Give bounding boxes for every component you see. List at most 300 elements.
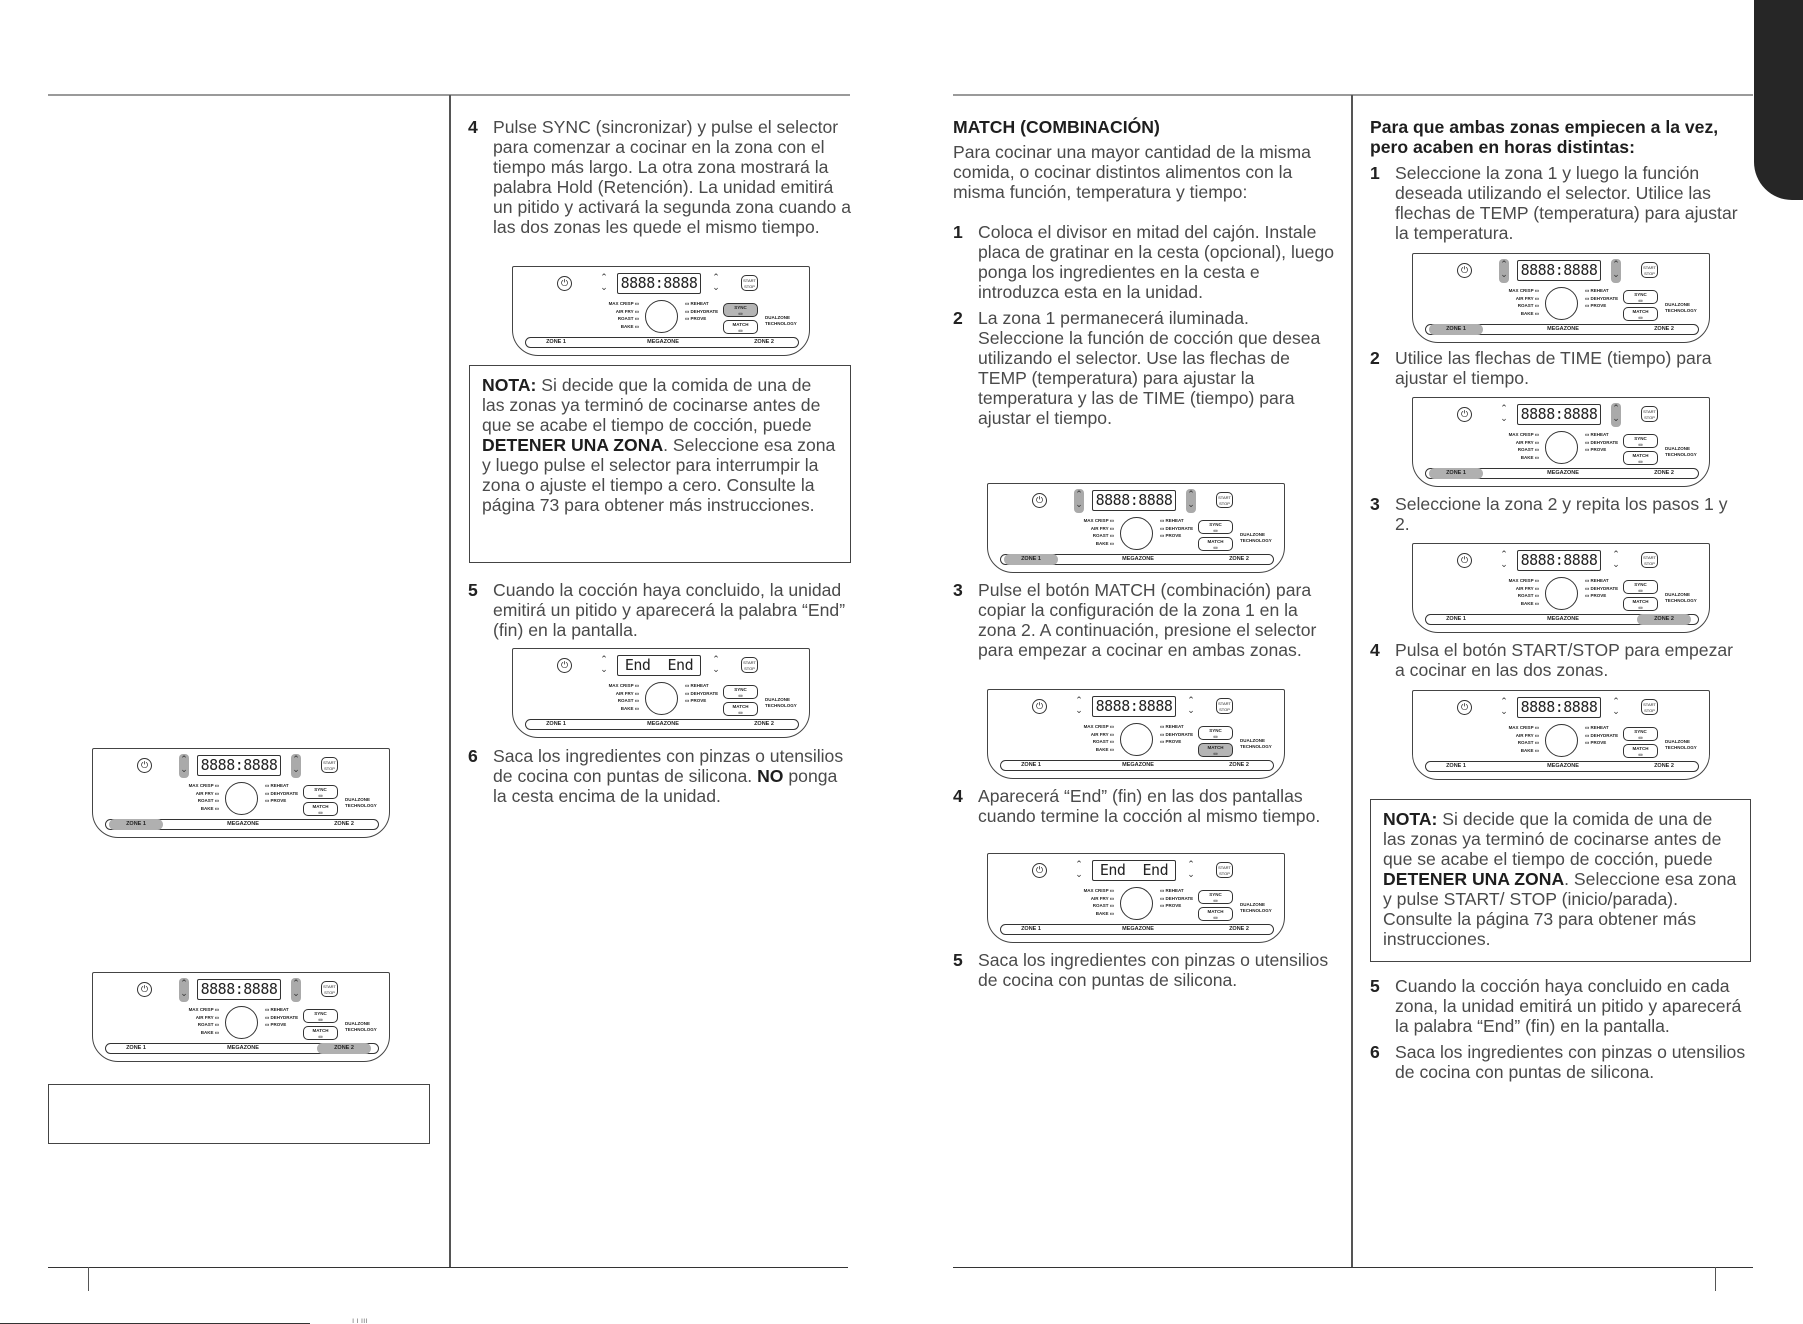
function-label: ROAST ▭ (197, 1022, 219, 1027)
time-arrows-icon: ⌃ ⌄ (712, 272, 720, 292)
step-text: Saca los ingredientes con pinzas o utensilios de cocina con puntas de silicona. (1395, 1042, 1746, 1082)
function-label: ▭ PROVE (1160, 739, 1182, 744)
panel-display: 8888:8888 (1517, 260, 1601, 281)
column-4-c (1370, 494, 1746, 540)
function-label: BAKE ▭ (200, 805, 219, 811)
function-label: AIR FRY ▭ (1515, 295, 1539, 301)
control-panel-col4-c (1412, 543, 1710, 633)
function-list-left (595, 300, 639, 330)
note-text-2: . Seleccione esa zona y luego pulse el selector para interrumpir la zona o ajuste el tiempo a cero. Consulte la página 73 para obtener más instrucciones. (482, 435, 836, 515)
function-label: ROAST ▭ (1092, 533, 1114, 538)
panel-display: End End (617, 655, 701, 676)
match-button: MATCH ▭ (723, 702, 758, 716)
step-text: Cuando la cocción haya concluido, la unidad emitirá un pitido y aparecerá la palabra “End” (fin) en la pantalla. (493, 580, 846, 640)
bottom-tick-left (88, 1267, 89, 1291)
column-3-c (953, 786, 1336, 832)
step-number: 4 (468, 117, 478, 137)
megazone-label: MEGAZONE (1547, 326, 1579, 332)
control-panel-col3-a (987, 483, 1285, 573)
function-label: ROAST ▭ (1517, 303, 1539, 308)
function-label: ▭ REHEAT (1585, 725, 1609, 730)
match-button: MATCH ▭ (1623, 597, 1658, 611)
column-3 (953, 117, 1336, 434)
column-divider-left (449, 95, 451, 1268)
panel-display: 8888:8888 (1517, 404, 1601, 425)
col2-step-5 (468, 580, 854, 640)
selector-dial (1545, 724, 1578, 757)
step-text: Pulse el botón MATCH (combinación) para copiar la configuración de la zona 1 en la zona 2. A continuación, presione el selector para empezar a cocinar en ambas zonas. (978, 580, 1317, 660)
megazone-label: MEGAZONE (1547, 470, 1579, 476)
function-label: ▭ DEHYDRATE (265, 1014, 299, 1020)
section-tab (1754, 0, 1803, 200)
function-list-left (1495, 431, 1539, 461)
step6-text-2: ponga la cesta encima de la unidad. (493, 766, 838, 806)
zone-1-label: ZONE 1 (1429, 324, 1483, 335)
function-label: ROAST ▭ (617, 316, 639, 321)
function-label: ▭ REHEAT (1160, 724, 1184, 729)
zone-1-label: ZONE 1 (126, 1045, 146, 1051)
zone-2-label: ZONE 2 (754, 339, 774, 345)
function-label: AIR FRY ▭ (615, 690, 639, 696)
function-label: ▭ PROVE (685, 316, 707, 321)
function-label: MAX CRISP ▭ (1083, 888, 1114, 893)
function-label: ▭ REHEAT (1585, 288, 1609, 293)
temp-arrows-icon: ⌃ ⌄ (179, 754, 189, 778)
function-label: ▭ PROVE (1160, 533, 1182, 538)
function-list-left (1070, 887, 1114, 917)
function-label: ▭ PROVE (1585, 303, 1607, 308)
bottom-rule-left (48, 1267, 848, 1268)
function-label: ROAST ▭ (1517, 447, 1539, 452)
temp-arrows-icon: ⌃ ⌄ (1499, 259, 1509, 283)
step-number: 5 (1370, 976, 1380, 996)
step-number: 6 (1370, 1042, 1380, 1062)
zone-1-label: ZONE 1 (1446, 763, 1466, 769)
function-label: BAKE ▭ (1095, 746, 1114, 752)
step-text: Seleccione la zona 1 y luego la función deseada utilizando el selector. Utilice las flechas de TEMP (temperatura) para ajustar la temperatura. (1395, 163, 1738, 243)
power-icon: ⏻ (557, 658, 572, 673)
control-panel-zone2 (92, 972, 390, 1062)
function-label: ▭ DEHYDRATE (1160, 895, 1194, 901)
step-text: Seleccione la zona 2 y repita los pasos 1 y 2. (1395, 494, 1728, 534)
zone-2-label: ZONE 2 (1229, 762, 1249, 768)
function-label: AIR FRY ▭ (1090, 895, 1114, 901)
bottom-tick-right (1715, 1267, 1716, 1291)
step-number: 6 (468, 746, 478, 766)
temp-arrows-icon: ⌃ ⌄ (179, 978, 189, 1002)
temp-arrows-icon: ⌃ ⌄ (1074, 489, 1084, 513)
function-label: AIR FRY ▭ (1515, 439, 1539, 445)
function-label: ▭ DEHYDRATE (1585, 585, 1619, 591)
selector-dial (1545, 577, 1578, 610)
match-button: MATCH ▭ (1623, 451, 1658, 465)
step-text: Aparecerá “End” (fin) en las dos pantallas cuando termine la cocción al mismo tiempo. (978, 786, 1321, 826)
step-text: Coloca el divisor en mitad del cajón. Instale placa de gratinar en la cesta (opcional), luego ponga los ingredientes en la cesta e introduzca esta en la unidad. (978, 222, 1335, 302)
function-label: ▭ REHEAT (1160, 888, 1184, 893)
zone-1-label: ZONE 1 (109, 819, 163, 830)
zone-2-label: ZONE 2 (1654, 470, 1674, 476)
dualzone-logo: DUALZONE TECHNOLOGY (765, 315, 797, 326)
temp-arrows-icon: ⌃ ⌄ (1500, 403, 1508, 423)
zone-1-label: ZONE 1 (1446, 616, 1466, 622)
sync-button: SYNC ▭ (1198, 890, 1233, 904)
megazone-label: MEGAZONE (227, 1045, 259, 1051)
col4-step-4 (1370, 640, 1746, 680)
function-label: ▭ REHEAT (1585, 578, 1609, 583)
power-icon: ⏻ (557, 276, 572, 291)
function-label: ▭ DEHYDRATE (1585, 439, 1619, 445)
power-icon: ⏻ (1032, 493, 1047, 508)
dualzone-logo: DUALZONE TECHNOLOGY (1240, 738, 1272, 749)
start-stop-icon: START STOP (1216, 492, 1233, 508)
function-label: ▭ PROVE (1160, 903, 1182, 908)
match-button: MATCH ▭ (1198, 743, 1233, 757)
function-label: ▭ REHEAT (685, 301, 709, 306)
function-label: MAX CRISP ▭ (608, 301, 639, 306)
megazone-label: MEGAZONE (647, 721, 679, 727)
panel-display: 8888:8888 (197, 755, 281, 776)
control-panel-end (512, 648, 810, 738)
step-number: 3 (953, 580, 963, 600)
column-2-step6 (468, 746, 854, 812)
zone-1-label: ZONE 1 (1429, 468, 1483, 479)
col4-note-box (1370, 799, 1751, 962)
megazone-label: MEGAZONE (227, 821, 259, 827)
note-label: NOTA: (482, 375, 537, 395)
function-list-left (1495, 287, 1539, 317)
function-list-left (1070, 723, 1114, 753)
step-number: 4 (1370, 640, 1380, 660)
time-arrows-icon: ⌃ ⌄ (1611, 259, 1621, 283)
column-2 (468, 117, 854, 243)
function-label: AIR FRY ▭ (1090, 731, 1114, 737)
sync-button: SYNC ▭ (1623, 434, 1658, 448)
function-label: ▭ DEHYDRATE (685, 308, 719, 314)
step-number: 5 (953, 950, 963, 970)
col4-step-3 (1370, 494, 1746, 534)
step-text (493, 746, 854, 806)
function-label: ROAST ▭ (197, 798, 219, 803)
match-button: MATCH ▭ (1198, 537, 1233, 551)
step6-text-1: Saca los ingredientes con pinzas o utensilios de cocina con puntas de silicona. (493, 746, 844, 786)
function-label: ▭ DEHYDRATE (1585, 732, 1619, 738)
zone-2-label: ZONE 2 (1637, 614, 1691, 625)
control-panel-zone1 (92, 748, 390, 838)
temp-arrows-icon: ⌃ ⌄ (1075, 859, 1083, 879)
power-icon: ⏻ (1457, 263, 1472, 278)
col3-step-4 (953, 786, 1336, 826)
function-label: BAKE ▭ (620, 323, 639, 329)
dualzone-logo: DUALZONE TECHNOLOGY (1665, 592, 1697, 603)
dualzone-logo: DUALZONE TECHNOLOGY (1240, 902, 1272, 913)
column-divider-right (1351, 95, 1353, 1268)
function-label: MAX CRISP ▭ (608, 683, 639, 688)
panel-display: 8888:8888 (1517, 550, 1601, 571)
power-icon: ⏻ (1457, 700, 1472, 715)
function-label: MAX CRISP ▭ (1508, 725, 1539, 730)
time-arrows-icon: ⌃ ⌄ (291, 978, 301, 1002)
function-list-left (175, 782, 219, 812)
temp-arrows-icon: ⌃ ⌄ (1500, 549, 1508, 569)
selector-dial (1120, 887, 1153, 920)
function-label: AIR FRY ▭ (1515, 732, 1539, 738)
step-number: 1 (953, 222, 963, 242)
function-label: MAX CRISP ▭ (1508, 578, 1539, 583)
panel-display: 8888:8888 (1092, 696, 1176, 717)
start-stop-icon: START STOP (741, 275, 758, 291)
function-label: MAX CRISP ▭ (188, 783, 219, 788)
footer-mark: ı ı ııı (352, 1316, 368, 1324)
step-text: Pulse SYNC (sincronizar) y pulse el selector para comenzar a cocinar en la zona con el tiempo más largo. La otra zona mostrará la palabra Hold (Retención). La unidad emitirá un pitido y activará la segunda zona cuando a las dos zonas les quede el mismo tiempo. (493, 117, 851, 237)
selector-dial (645, 682, 678, 715)
sync-button: SYNC ▭ (1623, 580, 1658, 594)
panel-display: 8888:8888 (197, 979, 281, 1000)
note-text-1: Si decide que la comida de una de las zonas ya terminó de cocinarse antes de que se acabe el tiempo de cocción, puede (1383, 809, 1722, 869)
time-arrows-icon: ⌃ ⌄ (1611, 403, 1621, 427)
control-panel-col3-c (987, 853, 1285, 943)
function-label: BAKE ▭ (1520, 747, 1539, 753)
panel-display: 8888:8888 (1517, 697, 1601, 718)
panel-display: 8888:8888 (1092, 490, 1176, 511)
sync-button: SYNC ▭ (303, 1009, 338, 1023)
function-label: MAX CRISP ▭ (1083, 724, 1114, 729)
sync-button: SYNC ▭ (723, 685, 758, 699)
start-stop-icon: START STOP (1641, 262, 1658, 278)
power-icon: ⏻ (1032, 699, 1047, 714)
time-arrows-icon: ⌃ ⌄ (712, 654, 720, 674)
start-stop-icon: START STOP (321, 981, 338, 997)
time-arrows-icon: ⌃ ⌄ (1187, 859, 1195, 879)
function-label: AIR FRY ▭ (195, 1014, 219, 1020)
function-label: ROAST ▭ (617, 698, 639, 703)
column-4-e (1370, 976, 1746, 1088)
temp-arrows-icon: ⌃ ⌄ (1500, 696, 1508, 716)
function-label: AIR FRY ▭ (195, 790, 219, 796)
sync-button: SYNC ▭ (1198, 520, 1233, 534)
temp-arrows-icon: ⌃ ⌄ (600, 272, 608, 292)
temp-arrows-icon: ⌃ ⌄ (600, 654, 608, 674)
function-label: ▭ PROVE (1585, 593, 1607, 598)
zone-2-label: ZONE 2 (754, 721, 774, 727)
function-label: ▭ REHEAT (1160, 518, 1184, 523)
column-4-b (1370, 348, 1746, 394)
dualzone-logo: DUALZONE TECHNOLOGY (1665, 446, 1697, 457)
zone-1-label: ZONE 1 (546, 721, 566, 727)
staggered-title: Para que ambas zonas empiecen a la vez, pero acaben en horas distintas: (1370, 117, 1719, 157)
column-3-b (953, 580, 1336, 666)
control-panel-sync (512, 266, 810, 356)
function-label: ▭ DEHYDRATE (685, 690, 719, 696)
selector-dial (1545, 431, 1578, 464)
megazone-label: MEGAZONE (1122, 926, 1154, 932)
function-label: ▭ PROVE (265, 1022, 287, 1027)
function-label: ROAST ▭ (1092, 739, 1114, 744)
match-title: MATCH (COMBINACIÓN) (953, 117, 1160, 137)
sync-button: SYNC ▭ (303, 785, 338, 799)
step-text: Pulsa el botón START/STOP para empezar a cocinar en las dos zonas. (1395, 640, 1734, 680)
selector-dial (1120, 517, 1153, 550)
note-text-2: . Seleccione esa zona y pulse START/ STOP (inicio/parada). Consulte la página 73 para obtener más instrucciones. (1383, 869, 1737, 949)
note-text-1: Si decide que la comida de una de las zonas ya terminó de cocinarse antes de que se acabe el tiempo de cocción, puede (482, 375, 821, 435)
selector-dial (225, 1006, 258, 1039)
temp-arrows-icon: ⌃ ⌄ (1075, 695, 1083, 715)
column-2-lower (468, 580, 854, 646)
dualzone-logo: DUALZONE TECHNOLOGY (1240, 532, 1272, 543)
match-button: MATCH ▭ (1623, 307, 1658, 321)
zone-2-label: ZONE 2 (1654, 326, 1674, 332)
megazone-label: MEGAZONE (1122, 762, 1154, 768)
zone-1-label: ZONE 1 (546, 339, 566, 345)
start-stop-icon: START STOP (741, 657, 758, 673)
col4-step-6 (1370, 1042, 1746, 1082)
time-arrows-icon: ⌃ ⌄ (1612, 549, 1620, 569)
start-stop-icon: START STOP (1641, 406, 1658, 422)
sync-button: SYNC ▭ (1623, 290, 1658, 304)
time-arrows-icon: ⌃ ⌄ (1186, 489, 1196, 513)
step-text: Cuando la cocción haya concluido en cada zona, la unidad emitirá un pitido y aparecerá la palabra “End” (fin) en la pantalla. (1395, 976, 1742, 1036)
empty-note-box (48, 1084, 430, 1144)
function-label: BAKE ▭ (1520, 454, 1539, 460)
step-number: 4 (953, 786, 963, 806)
col3-step-5 (953, 950, 1336, 990)
step6-bold: NO (757, 766, 784, 786)
function-label: ▭ DEHYDRATE (265, 790, 299, 796)
start-stop-icon: START STOP (321, 757, 338, 773)
power-icon: ⏻ (1032, 863, 1047, 878)
step-number: 2 (1370, 348, 1380, 368)
function-label: MAX CRISP ▭ (1508, 432, 1539, 437)
function-label: ▭ REHEAT (1585, 432, 1609, 437)
col4-step-5 (1370, 976, 1746, 1036)
selector-dial (645, 300, 678, 333)
function-label: ▭ DEHYDRATE (1585, 295, 1619, 301)
function-label: ▭ DEHYDRATE (1160, 525, 1194, 531)
step-number: 1 (1370, 163, 1380, 183)
function-label: ▭ REHEAT (685, 683, 709, 688)
note-label: NOTA: (1383, 809, 1438, 829)
megazone-label: MEGAZONE (1547, 763, 1579, 769)
selector-dial (1545, 287, 1578, 320)
column-3-d (953, 950, 1336, 996)
zone-2-label: ZONE 2 (1654, 763, 1674, 769)
match-intro: Para cocinar una mayor cantidad de la misma comida, o cocinar distintos alimentos con la misma función, temperatura y tiempo: (953, 142, 1311, 202)
function-label: ▭ DEHYDRATE (1160, 731, 1194, 737)
function-label: MAX CRISP ▭ (188, 1007, 219, 1012)
function-label: ▭ PROVE (1585, 740, 1607, 745)
function-label: AIR FRY ▭ (615, 308, 639, 314)
zone-2-label: ZONE 2 (1229, 556, 1249, 562)
megazone-label: MEGAZONE (1547, 616, 1579, 622)
megazone-label: MEGAZONE (647, 339, 679, 345)
zone-2-label: ZONE 2 (317, 1043, 371, 1054)
col3-step-3 (953, 580, 1336, 660)
function-list-left (1070, 517, 1114, 547)
function-label: ROAST ▭ (1517, 740, 1539, 745)
function-list-left (595, 682, 639, 712)
dualzone-logo: DUALZONE TECHNOLOGY (765, 697, 797, 708)
time-arrows-icon: ⌃ ⌄ (1187, 695, 1195, 715)
match-button: MATCH ▭ (723, 320, 758, 334)
time-arrows-icon: ⌃ ⌄ (291, 754, 301, 778)
col3-step-1 (953, 222, 1336, 302)
function-label: ▭ REHEAT (265, 783, 289, 788)
column-4 (1370, 117, 1746, 249)
function-label: BAKE ▭ (1095, 540, 1114, 546)
col2-step-6 (468, 746, 854, 806)
step-text: La zona 1 permanecerá iluminada. Seleccione la función de cocción que desea utilizando el selector. Use las flechas de TEMP (temperatura) para ajustar la temperatura y las de TIME (tiempo) para ajustar el tiempo. (978, 308, 1321, 428)
function-label: ▭ REHEAT (265, 1007, 289, 1012)
dualzone-logo: DUALZONE TECHNOLOGY (1665, 739, 1697, 750)
function-label: ROAST ▭ (1517, 593, 1539, 598)
function-list-left (175, 1006, 219, 1036)
zone-2-label: ZONE 2 (334, 821, 354, 827)
power-icon: ⏻ (137, 982, 152, 997)
start-stop-icon: START STOP (1641, 552, 1658, 568)
function-label: AIR FRY ▭ (1515, 585, 1539, 591)
col2-step-4 (468, 117, 854, 237)
megazone-label: MEGAZONE (1122, 556, 1154, 562)
step-number: 2 (953, 308, 963, 328)
start-stop-icon: START STOP (1216, 862, 1233, 878)
function-list-left (1495, 724, 1539, 754)
function-label: BAKE ▭ (1520, 600, 1539, 606)
function-label: ▭ PROVE (265, 798, 287, 803)
control-panel-col3-b (987, 689, 1285, 779)
zone-1-label: ZONE 1 (1021, 762, 1041, 768)
bottom-rule-right (953, 1267, 1753, 1268)
match-button: MATCH ▭ (1198, 907, 1233, 921)
column-4-d (1370, 640, 1746, 686)
step-number: 3 (1370, 494, 1380, 514)
power-icon: ⏻ (137, 758, 152, 773)
control-panel-col4-a (1412, 253, 1710, 343)
match-button: MATCH ▭ (303, 802, 338, 816)
step-text: Saca los ingredientes con pinzas o utensilios de cocina con puntas de silicona. (978, 950, 1329, 990)
function-label: AIR FRY ▭ (1090, 525, 1114, 531)
note-bold: DETENER UNA ZONA (482, 435, 664, 455)
function-label: ▭ PROVE (685, 698, 707, 703)
panel-display: 8888:8888 (617, 273, 701, 294)
selector-dial (1120, 723, 1153, 756)
power-icon: ⏻ (1457, 553, 1472, 568)
function-label: ▭ PROVE (1585, 447, 1607, 452)
function-label: MAX CRISP ▭ (1083, 518, 1114, 523)
dualzone-logo: DUALZONE TECHNOLOGY (345, 797, 377, 808)
dualzone-logo: DUALZONE TECHNOLOGY (345, 1021, 377, 1032)
panel-display: End End (1092, 860, 1176, 881)
match-button: MATCH ▭ (303, 1026, 338, 1040)
function-list-left (1495, 577, 1539, 607)
time-arrows-icon: ⌃ ⌄ (1612, 696, 1620, 716)
dualzone-logo: DUALZONE TECHNOLOGY (1665, 302, 1697, 313)
function-label: ROAST ▭ (1092, 903, 1114, 908)
sync-button: SYNC ▭ (1198, 726, 1233, 740)
step-number: 5 (468, 580, 478, 600)
function-label: BAKE ▭ (1520, 310, 1539, 316)
function-label: BAKE ▭ (620, 705, 639, 711)
start-stop-icon: START STOP (1641, 699, 1658, 715)
col3-step-2 (953, 308, 1336, 428)
control-panel-col4-b (1412, 397, 1710, 487)
power-icon: ⏻ (1457, 407, 1472, 422)
function-label: BAKE ▭ (200, 1029, 219, 1035)
function-label: MAX CRISP ▭ (1508, 288, 1539, 293)
zone-1-label: ZONE 1 (1004, 554, 1058, 565)
step-text: Utilice las flechas de TIME (tiempo) para ajustar el tiempo. (1395, 348, 1712, 388)
zone-1-label: ZONE 1 (1021, 926, 1041, 932)
match-button: MATCH ▭ (1623, 744, 1658, 758)
start-stop-icon: START STOP (1216, 698, 1233, 714)
